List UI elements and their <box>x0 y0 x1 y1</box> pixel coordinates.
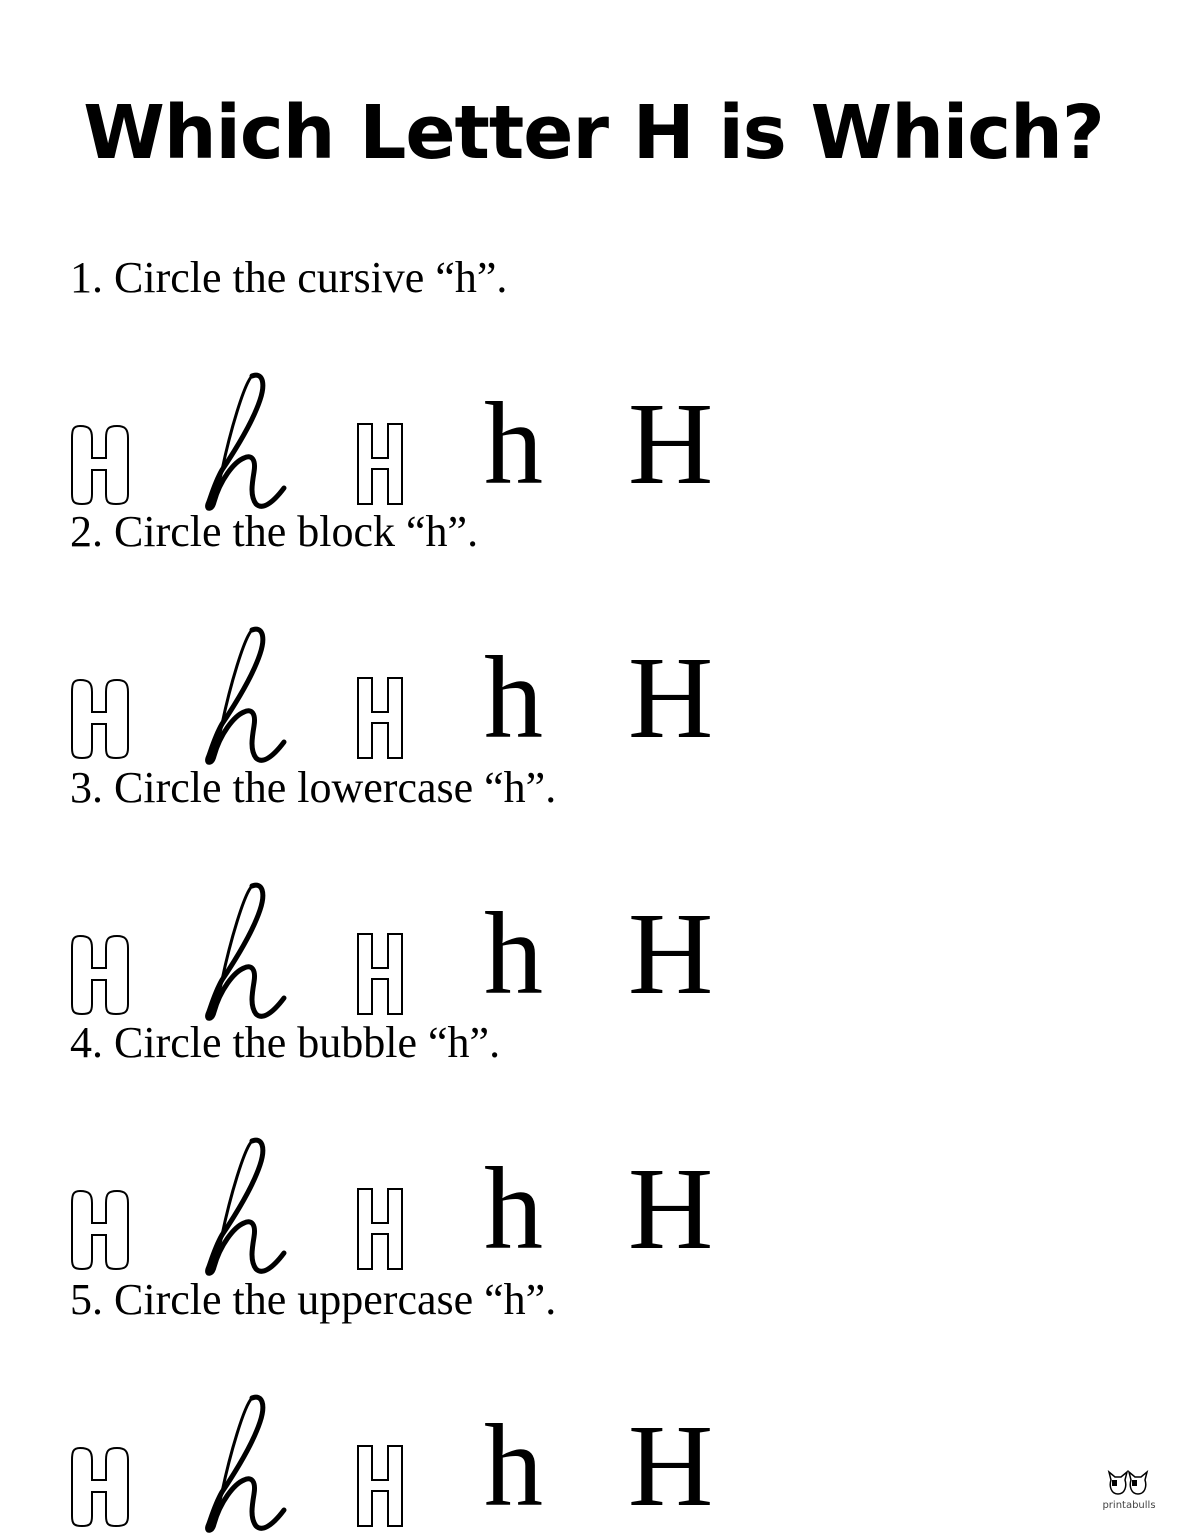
bulldog-icon <box>1097 1470 1161 1500</box>
lowercase-h-option[interactable]: h <box>484 1143 543 1274</box>
letter-options-row <box>70 312 770 509</box>
letter-options-row <box>70 566 770 763</box>
block-h-option[interactable] <box>356 1187 404 1271</box>
question-section-3 <box>70 762 1070 1018</box>
question-section-1 <box>70 252 1070 508</box>
uppercase-h-option[interactable]: H <box>628 888 714 1019</box>
uppercase-h-option[interactable]: H <box>628 632 714 763</box>
letter-options-row <box>70 822 770 1019</box>
question-section-2 <box>70 506 1070 762</box>
lowercase-h-option[interactable]: h <box>484 378 543 509</box>
cursive-h-option[interactable] <box>200 1394 290 1534</box>
letter-options-row <box>70 1334 770 1531</box>
cursive-h-option[interactable] <box>200 882 290 1022</box>
question-section-5 <box>70 1274 1070 1530</box>
block-h-option[interactable] <box>356 932 404 1016</box>
lowercase-h-option[interactable]: h <box>484 632 543 763</box>
uppercase-h-option[interactable]: H <box>628 1400 714 1531</box>
bubble-h-option[interactable] <box>70 1189 130 1271</box>
block-h-option[interactable] <box>356 676 404 760</box>
question-text: 5. Circle the uppercase “h”. <box>70 1275 557 1324</box>
printabulls-logo <box>1097 1470 1161 1518</box>
lowercase-h-option[interactable]: h <box>484 888 543 1019</box>
block-h-option[interactable] <box>356 1444 404 1528</box>
bubble-h-option[interactable] <box>70 934 130 1016</box>
uppercase-h-option[interactable]: H <box>628 378 714 509</box>
bubble-h-option[interactable] <box>70 678 130 760</box>
logo-text: printabulls <box>1102 1500 1156 1511</box>
question-text: 2. Circle the block “h”. <box>70 507 479 556</box>
bubble-h-option[interactable] <box>70 1446 130 1528</box>
question-section-4 <box>70 1017 1070 1273</box>
page-title: Which Letter H is Which? <box>83 90 1104 176</box>
cursive-h-option[interactable] <box>200 1137 290 1277</box>
cursive-h-option[interactable] <box>200 372 290 512</box>
letter-options-row <box>70 1077 770 1274</box>
cursive-h-option[interactable] <box>200 626 290 766</box>
uppercase-h-option[interactable]: H <box>628 1143 714 1274</box>
bubble-h-option[interactable] <box>70 424 130 506</box>
question-text: 4. Circle the bubble “h”. <box>70 1018 501 1067</box>
question-text: 1. Circle the cursive “h”. <box>70 253 508 302</box>
question-text: 3. Circle the lowercase “h”. <box>70 763 557 812</box>
lowercase-h-option[interactable]: h <box>484 1400 543 1531</box>
block-h-option[interactable] <box>356 422 404 506</box>
